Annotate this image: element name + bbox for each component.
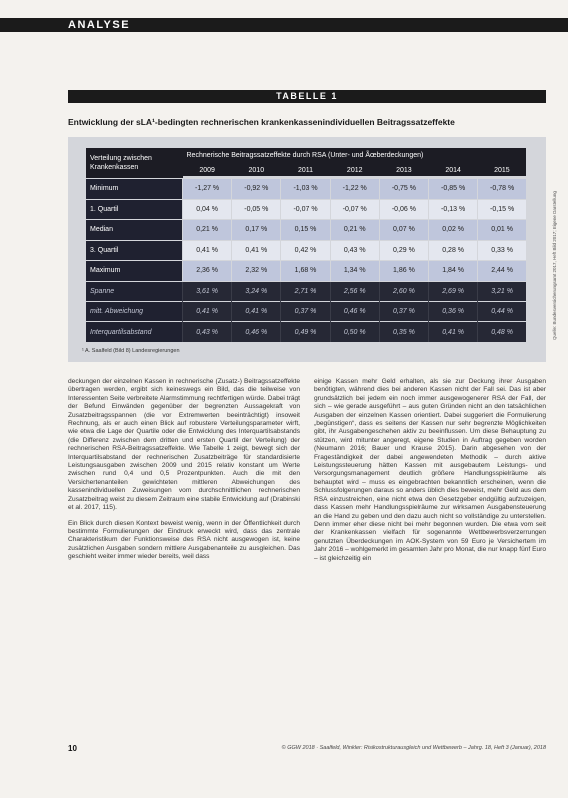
row-label: Spanne	[86, 281, 183, 301]
page-number: 10	[68, 744, 77, 753]
table-cell: 0,37 %	[379, 302, 428, 322]
table-header-row	[86, 148, 526, 162]
table-cell: 3,21 %	[478, 281, 526, 301]
table-cell: 3,61 %	[183, 281, 232, 301]
table-cell: 3,24 %	[232, 281, 281, 301]
table-cell: -1,03 %	[281, 179, 330, 199]
table-cell: -0,92 %	[232, 179, 281, 199]
table-cell: 0,41 %	[183, 302, 232, 322]
table-cell: 0,28 %	[429, 240, 478, 260]
table-cell: 0,21 %	[183, 220, 232, 240]
table-cell: 0,37 %	[281, 302, 330, 322]
table-row	[86, 281, 526, 301]
year-header: 2012	[346, 166, 363, 174]
row-label: Maximum	[86, 261, 183, 281]
row-label: Median	[86, 220, 183, 240]
body-column-right	[314, 378, 546, 570]
table-cell: 0,35 %	[379, 322, 428, 342]
table-cell: 0,41 %	[183, 240, 232, 260]
table-cell: 0,41 %	[429, 322, 478, 342]
body-paragraph: deckungen der einzelnen Kassen in rechnerische (Zusatz-) Beitragssatzeffekte übertragen werden, ergibt sich keineswegs ein Bild, das die teilweise von Interessenten Seite verbreitete Alarmstimmung rechtfertigen würde. Dabei trägt der Befund Einwänden gegenüber der begrenzten Aussagekraft von Zusatzbeitragsspannen (die vor Extremwerten beeinträchtigt) insoweit Rechnung, als er auch einen Blick auf robustere Verteilungsparameter wirft, wie etwa die Lage der Quartile oder die Entwicklung des Interquartilsabstands (die Differenz zwischen dem dritten und ersten Quartil der Verteilung) der rechnerischen RSA-Beitragssatzeffekte. Wie Tabelle 1 zeigt, bewegt sich der Interquartilsabstand der rechnerischen Zusatzbeiträge für standardisierte Leistungsausgaben zwischen 2009 und 2015 relativ konstant um Werte zwischen rund 0,4 und 0,5 Prozentpunkten. Auch die mit den Versichertenanteilen gewichteten mittleren Abweichungen des kassenindividuellen Zuweisungen vom durchschnittlichen rechnerischen Zusatzbeitrag weist zu diesem Zeitraum eine stabile Entwicklung auf (Drabinski et al. 2017, 115).	[68, 378, 300, 512]
row-label: mitt. Abweichung	[86, 302, 183, 322]
table-cell: 2,32 %	[232, 261, 281, 281]
table-cell: 0,01 %	[478, 220, 526, 240]
year-header: 2009	[199, 166, 215, 174]
table-row	[86, 261, 526, 281]
table-row	[86, 179, 526, 199]
table-cell: 0,48 %	[478, 322, 526, 342]
year-header: 2014	[445, 166, 461, 174]
table-cell: 0,15 %	[281, 220, 330, 240]
table-cell: 0,02 %	[429, 220, 478, 240]
body-column-left	[68, 378, 300, 569]
corner-header: Verteilung zwischen Krankenkassen	[86, 148, 183, 179]
table-cell: 0,41 %	[232, 302, 281, 322]
table-cell: -0,05 %	[232, 199, 281, 219]
table-cell: 0,36 %	[429, 302, 478, 322]
year-header: 2010	[248, 166, 265, 174]
table-cell: 0,42 %	[281, 240, 330, 260]
table-cell: -0,07 %	[330, 199, 379, 219]
table-row	[86, 302, 526, 322]
body-paragraph: einige Kassen mehr Geld erhalten, als sie zur Deckung ihrer Ausgaben benötigten, während dies bei anderen Kassen nicht der Fall sei. Das ist aber grundsätzlich bei jedem ein noch immer ausgewogenerer RSA der Fall, der sich – wie gerade ausgeführt – aus guten Gründen nicht an den tatsächlichen Ausgaben der einzelnen Kassen orientiert. Dabei suggeriert die Formulierung „begünstigen“, dass es seitens der Kassen nur sehr begrenzte Möglichkeiten gibt, ihr Ausgabengeschehen aktiv zu beeinflussen. Um diese Behauptung zu stützen, wird mitunter angeregt, eigene Studien in Auftrag gegeben worden (Neumann 2016; Bauer und Krause 2015). Darin abgesehen von der Frageständigkeit der dabei angewendeten Methodik – durch aktive Leistungssteuerung hätten Kassen mit ausgebautem Leistungs- und Versorgungsmanagement deutlich größere Handlungsspielräume als behauptet wird – muss es eingebrachten bekanntlich erscheinen, wenn die Schlussfolgerungen daraus so anders üblich dies beweist, mehr Geld aus dem RSA einzustreichen, eine nicht etwa den Gesetzgeber endgültig aufzuzeigen, dass Kassen mehr Handlungsspielräume zur wirksamen Ausgabensteuerung an die Hand zu geben und den dazu auch nicht so vollständige zu unterstellen. Denn immer eher diese nicht bei mehr begonnen wurden. Die etwa vom seit der Krankenkassen vielfach für sogenannte Wettbewerbsverzerrungen genutzten Überdeckungen im AOK-System von 59 Euro je Versichertem im Jahr 2016 – wohlgemerkt im gesamten Jahr pro Monat, die nur knapp fünf Euro – ist gleichzeitig ein	[314, 378, 547, 562]
table-row	[86, 199, 526, 219]
table-cell: -0,13 %	[429, 199, 478, 219]
table-cell: 0,44 %	[478, 302, 526, 322]
body-paragraph: Ein Blick durch diesen Kontext beweist wenig, wenn in der Öffentlichkeit durch bestimmte Formulierungen der Eindruck erweckt wird, dass das zentrale Charakteristikum der Funktionsweise des RSA nicht ausgewogen ist, keine zusätzlichen Ausgaben sondern mittlere Ausgabenanteile zu ausgleichen. Das geschieht weiter immer wieder bereits, weil dass	[68, 519, 300, 561]
year-header: 2013	[396, 166, 412, 174]
table-row	[86, 220, 526, 240]
table-cell: -0,75 %	[379, 179, 428, 199]
table-cell: 0,07 %	[379, 220, 428, 240]
table-cell: -1,22 %	[330, 179, 379, 199]
table-cell: 2,44 %	[478, 261, 526, 281]
table-row	[86, 322, 526, 342]
table-cell: 0,04 %	[183, 199, 232, 219]
beitragssatz-table	[86, 148, 526, 342]
table-footnote: ¹ A. Saalfeld (Bild 8) Landesregierungen	[82, 348, 180, 354]
year-header: 2015	[494, 166, 510, 174]
table-cell: 0,41 %	[232, 240, 281, 260]
table-title: Entwicklung der sLA¹-bedingten rechnerischen krankenkassenindividuellen Beitragssatzeffekte	[68, 117, 455, 127]
row-label: 3. Quartil	[86, 240, 183, 260]
group-header: Rechnerische Beitragssatzeffekte durch RSA (Unter- und Ãœberdeckungen)	[186, 151, 424, 159]
table-cell: -0,85 %	[429, 179, 478, 199]
table-cell: 2,56 %	[330, 281, 379, 301]
row-label: 1. Quartil	[86, 199, 183, 219]
table-cell: 2,36 %	[183, 261, 232, 281]
row-label: Minimum	[86, 179, 183, 199]
row-label: Interquartilsabstand	[86, 322, 183, 342]
table-cell: -1,27 %	[183, 179, 232, 199]
table-cell: 2,69 %	[429, 281, 478, 301]
table-cell: 2,60 %	[379, 281, 428, 301]
table-cell: 1,86 %	[379, 261, 428, 281]
table-cell: 1,84 %	[429, 261, 478, 281]
table-cell: 0,43 %	[330, 240, 379, 260]
table-cell: 1,68 %	[281, 261, 330, 281]
table-cell: -0,06 %	[379, 199, 428, 219]
table-cell: -0,15 %	[478, 199, 526, 219]
table-cell: 0,21 %	[330, 220, 379, 240]
table-cell: 0,46 %	[330, 302, 379, 322]
table-cell: -0,78 %	[478, 179, 526, 199]
footer-citation: © GGW 2018 · Saalfeld, Winkler: Risikostrukturausgleich und Wettbewerb – Jahrg. 18, Heft 3 (Januar), 2018	[281, 745, 546, 751]
table-cell: 0,17 %	[232, 220, 281, 240]
section-label: ANALYSE	[68, 19, 131, 31]
source-note: Quelle: Bundesversicherungsamt 2017, Heft Bild 2017; Eigene Darstellung	[552, 191, 557, 340]
table-cell: 0,46 %	[232, 322, 281, 342]
table-cell: -0,07 %	[281, 199, 330, 219]
table-cell: 0,49 %	[281, 322, 330, 342]
table-cell: 0,33 %	[478, 240, 526, 260]
year-header: 2011	[297, 166, 314, 174]
table-cell: 2,71 %	[281, 281, 330, 301]
table-cell: 0,43 %	[183, 322, 232, 342]
table-cell: 0,50 %	[330, 322, 379, 342]
table-cell: 1,34 %	[330, 261, 379, 281]
table-label: TABELLE 1	[276, 91, 338, 101]
table-row	[86, 240, 526, 260]
table-cell: 0,29 %	[379, 240, 428, 260]
